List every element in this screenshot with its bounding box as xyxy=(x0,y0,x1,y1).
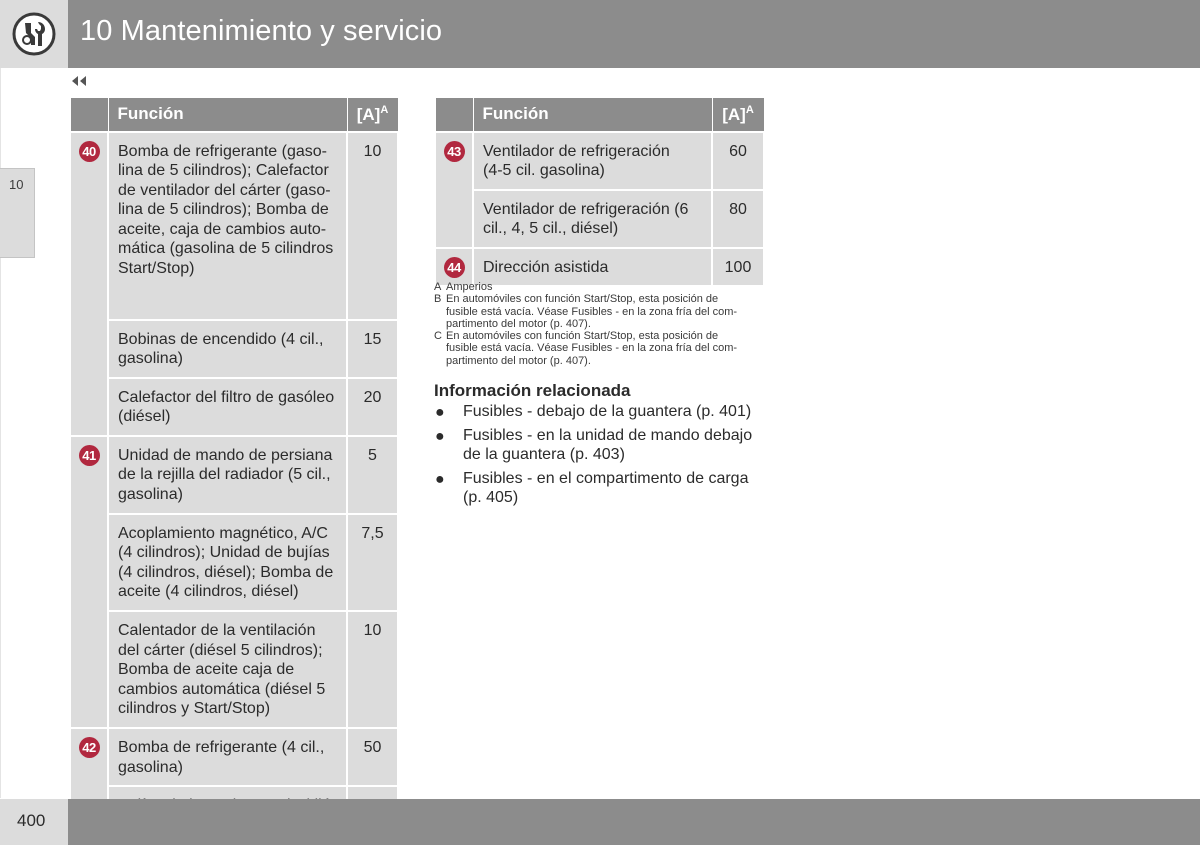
table-row xyxy=(435,132,764,190)
function-cell: Calentador de la ventilación del cárter (diésel 5 cilindros); Bomba de aceite caja de cambios automática (diésel 5 cilindros y Start/Stop) xyxy=(108,611,347,728)
related-link[interactable] xyxy=(434,469,766,507)
function-cell: Bobinas de encendido (4 cil., gasolina) xyxy=(108,320,347,378)
footnote-text: En automóviles con función Start/Stop, esta posición de fusible está vacía. Véase Fusibles - en la zona fría del com- partimento del motor (p. 407). xyxy=(446,293,738,330)
chapter-title: 10 Mantenimiento y servicio xyxy=(80,15,443,47)
function-cell: Bomba de refrigerante (4 cil., gasolina) xyxy=(108,728,347,786)
double-chevron-left-icon[interactable] xyxy=(70,74,88,88)
amps-cell: 15 xyxy=(347,320,398,378)
footnote-mark: B xyxy=(434,293,442,306)
page-number-box xyxy=(0,799,68,845)
fuse-number-cell xyxy=(70,436,108,728)
table-row xyxy=(70,611,398,728)
related-link[interactable] xyxy=(434,402,766,421)
amps-cell: 5 xyxy=(347,436,398,514)
footnote-text: Amperios xyxy=(446,281,493,293)
bullet-icon: ● xyxy=(435,404,445,421)
footnote-mark: C xyxy=(434,330,442,343)
related-link-text: Fusibles - en el compartimento de carga (p. 405) xyxy=(463,470,749,506)
wrench-gear-icon xyxy=(12,12,56,56)
footnotes xyxy=(434,281,766,367)
footnote-text: En automóviles con función Start/Stop, esta posición de fusible está vacía. Véase Fusibles - en la zona fría del com- partimento del motor (p. 407). xyxy=(446,330,738,367)
function-cell: Dirección asistida xyxy=(473,248,712,287)
fuse-table-left xyxy=(69,97,399,845)
function-header: Función xyxy=(108,98,347,132)
function-cell: Ventilador de refrigeración (6 cil., 4, 5 cil., diésel) xyxy=(473,190,712,248)
page-header xyxy=(0,0,1200,68)
table-row xyxy=(70,320,398,378)
bullet-icon: ● xyxy=(435,471,445,488)
amps-header: $[A]^A$ xyxy=(347,98,398,132)
amps-cell: 7,5 xyxy=(347,514,398,611)
table-row xyxy=(70,514,398,611)
fuse-number-header xyxy=(435,98,473,132)
function-cell: Bomba de refrigerante (gaso- lina de 5 cilindros); Calefactor de ventilador del cárter (gaso- lina de 5 cilindros); Bomba de aceite, caja de cambios auto- mática (gasolina de 5 cilindros Start/Stop) xyxy=(108,132,347,320)
function-header: Función xyxy=(473,98,712,132)
page-number: 400 xyxy=(17,811,46,830)
footer-bar xyxy=(68,799,1200,845)
chapter-tab[interactable] xyxy=(0,168,35,258)
chapter-icon-box xyxy=(0,0,68,68)
table-row xyxy=(70,728,398,786)
footnote xyxy=(434,330,766,367)
function-cell: Acoplamiento magnético, A/C (4 cilindros); Unidad de bujías (4 cilindros, diésel); Bomba de aceite (4 cilindros, diésel) xyxy=(108,514,347,611)
amps-cell: 10 xyxy=(347,132,398,320)
table-row xyxy=(70,132,398,320)
fuse-number-badge: 43 xyxy=(444,141,465,162)
related-information xyxy=(434,381,766,512)
fuse-number-badge: 42 xyxy=(79,737,100,758)
function-cell: Calefactor del filtro de gasóleo (diésel) xyxy=(108,378,347,436)
amps-cell: 10 xyxy=(347,611,398,728)
fuse-number-cell xyxy=(435,132,473,248)
footnote-mark: A xyxy=(434,281,442,293)
chapter-title-bar xyxy=(68,0,1200,68)
footnote xyxy=(434,293,766,330)
table-row xyxy=(70,436,398,514)
amps-cell: 50 xyxy=(347,728,398,786)
function-cell: Ventilador de refrigeración (4-5 cil. gasolina) xyxy=(473,132,712,190)
amps-cell: 60 xyxy=(712,132,764,190)
amps-cell: 100 xyxy=(712,248,764,287)
amps-header: $[A]^A$ xyxy=(712,98,764,132)
fuse-number-badge: 44 xyxy=(444,257,465,278)
related-title: Información relacionada xyxy=(434,381,631,400)
amps-cell: 80 xyxy=(712,190,764,248)
fuse-number-badge: 40 xyxy=(79,141,100,162)
fuse-table-right xyxy=(434,97,765,287)
fuse-number-cell xyxy=(70,132,108,436)
bullet-icon: ● xyxy=(435,428,445,445)
related-link-text: Fusibles - debajo de la guantera (p. 401) xyxy=(463,403,752,420)
footnote xyxy=(434,281,766,293)
related-link-text: Fusibles - en la unidad de mando debajo de la guantera (p. 403) xyxy=(463,427,753,463)
amps-cell: 20 xyxy=(347,378,398,436)
table-row xyxy=(70,378,398,436)
function-cell: Unidad de mando de persiana de la rejilla del radiador (5 cil., gasolina) xyxy=(108,436,347,514)
fuse-number-header xyxy=(70,98,108,132)
chapter-tab-label: 10 xyxy=(9,177,24,192)
related-link[interactable] xyxy=(434,426,766,464)
fuse-number-badge: 41 xyxy=(79,445,100,466)
table-row xyxy=(435,190,764,248)
